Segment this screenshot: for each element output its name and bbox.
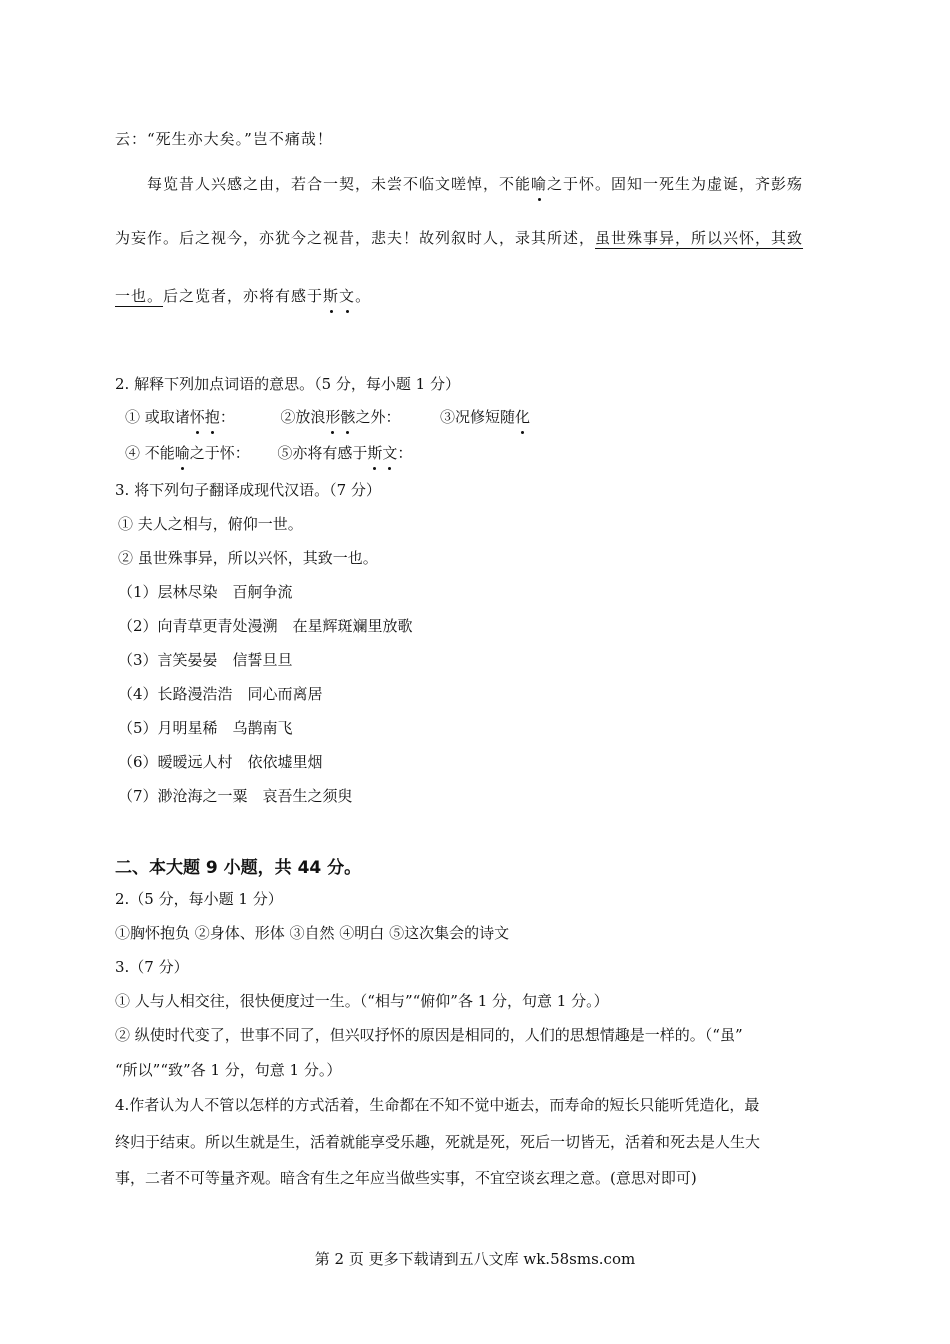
list-item-text: （5）月明星稀 乌鹊南飞 <box>118 719 293 737</box>
dotted-word: 喻 <box>174 444 190 462</box>
item-text: 之于怀： <box>189 444 250 462</box>
passage-text: 每览昔人兴感之由，若合一契，未尝不临文嗟悼，不能 <box>147 175 532 193</box>
underlined-sentence: 一也。 <box>115 287 164 305</box>
item-text: 之外： <box>355 408 401 426</box>
sentence-text: ② 虽世殊事异，所以兴怀，其致一也。 <box>118 549 378 567</box>
list-item-text: （4）长路漫浩浩 同心而离居 <box>118 685 323 703</box>
passage-line-2 <box>147 173 803 194</box>
section-heading-text: 二、本大题 9 小题，共 44 分。 <box>115 858 362 878</box>
list-item-text: （1）层林尽染 百舸争流 <box>118 583 293 601</box>
passage-text: 为妄作。后之视今，亦犹今之视昔，悲夫！故列叙时人，录其所述， <box>115 229 596 247</box>
question-title: 3. 将下列句子翻译成现代汉语。（7 分） <box>115 481 381 499</box>
answer-4-line-3 <box>115 1167 697 1188</box>
list-item <box>118 649 293 670</box>
passage-text: 后之览者，亦将有感于 <box>163 287 324 305</box>
list-item <box>118 615 413 636</box>
underlined-sentence: 虽世殊事异，所以兴怀，其致 <box>595 229 804 247</box>
question-2-title <box>115 373 460 394</box>
dotted-word: 文 <box>339 287 356 305</box>
answer-text: 终归于结束。所以生就是生，活着就能享受乐趣，死就是死，死后一切皆无，活着和死去是人生大 <box>115 1133 761 1151</box>
dotted-word: 怀 <box>189 408 205 426</box>
dotted-word: 骸 <box>340 408 356 426</box>
passage-text: 之于怀。固知一死生为虚诞，齐彭殇 <box>547 175 804 193</box>
item-text: ③况修短随 <box>440 408 516 426</box>
question-3-sentence-1 <box>118 513 303 534</box>
passage-line-1 <box>115 128 333 149</box>
question-3-sentence-2 <box>118 547 378 568</box>
section-heading <box>115 853 361 878</box>
list-item <box>118 751 323 772</box>
item-text: ： <box>219 408 235 426</box>
question-2-row-1 <box>125 406 530 427</box>
list-item-text: （3）言笑晏晏 信誓旦旦 <box>118 651 293 669</box>
dotted-word: 斯 <box>323 287 340 305</box>
sentence-text: ① 夫人之相与，俯仰一世。 <box>118 515 303 533</box>
list-item <box>118 785 353 806</box>
passage-line-3 <box>115 227 803 248</box>
list-item <box>118 581 293 602</box>
item-text: ②放浪 <box>280 408 326 426</box>
question-3-title <box>115 479 381 500</box>
answer-2-body <box>115 922 509 943</box>
answer-text: ① 人与人相交往，很快便度过一生。（“相与”“俯仰”各 1 分，句意 1 分。） <box>115 992 609 1010</box>
dotted-word: 抱 <box>204 408 220 426</box>
answer-title: 3.（7 分） <box>115 958 189 976</box>
item-text: ⑤亦将有感于 <box>277 444 368 462</box>
answer-2-title <box>115 888 283 909</box>
list-item-text: （7）渺沧海之一粟 哀吾生之须臾 <box>118 787 353 805</box>
passage-text: 。 <box>355 287 372 305</box>
dotted-word: 化 <box>515 408 531 426</box>
answer-text: ①胸怀抱负 ②身体、形体 ③自然 ④明白 ⑤这次集会的诗文 <box>115 924 510 942</box>
answer-text: 4.作者认为人不管以怎样的方式活着，生命都在不知不觉中逝去，而寿命的短长只能听凭造化，最 <box>115 1096 760 1114</box>
answer-text: ② 纵使时代变了，世事不同了，但兴叹抒怀的原因是相同的，人们的思想情趣是一样的。（“虽” <box>115 1026 743 1044</box>
question-title: 2. 解释下列加点词语的意思。（5 分，每小题 1 分） <box>115 375 460 393</box>
dotted-word: 斯 <box>367 444 383 462</box>
dotted-word: 形 <box>325 408 341 426</box>
answer-text: 事，二者不可等量齐观。暗含有生之年应当做些实事，不宜空谈玄理之意。(意思对即可) <box>115 1169 697 1187</box>
item-text: ： <box>397 444 413 462</box>
answer-4-line-2 <box>115 1131 760 1152</box>
list-item-text: （6）暧暧远人村 依依墟里烟 <box>118 753 323 771</box>
list-item <box>118 683 323 704</box>
item-text: ④ 不能 <box>125 444 175 462</box>
question-2-row-2 <box>125 442 412 463</box>
item-text: ① 或取诸 <box>125 408 190 426</box>
passage-line-4 <box>115 285 371 306</box>
passage-text: 云：“死生亦大矣。”岂不痛哉！ <box>115 130 333 148</box>
answer-4-line-1 <box>115 1094 759 1115</box>
page-footer <box>0 1248 950 1269</box>
answer-3-line-1 <box>115 990 609 1011</box>
list-item <box>118 717 293 738</box>
answer-3-title <box>115 956 189 977</box>
dotted-word: 文 <box>382 444 398 462</box>
answer-3-line-2 <box>115 1024 743 1045</box>
footer-text: 第 2 页 更多下载请到五八文库 wk.58sms.com <box>314 1250 636 1268</box>
answer-title: 2.（5 分，每小题 1 分） <box>115 890 283 908</box>
list-item-text: （2）向青草更青处漫溯 在星辉斑斓里放歌 <box>118 617 413 635</box>
answer-text: “所以”“致”各 1 分，句意 1 分。） <box>115 1061 342 1079</box>
answer-3-line-3 <box>115 1059 341 1080</box>
dotted-word: 喻 <box>531 175 548 193</box>
